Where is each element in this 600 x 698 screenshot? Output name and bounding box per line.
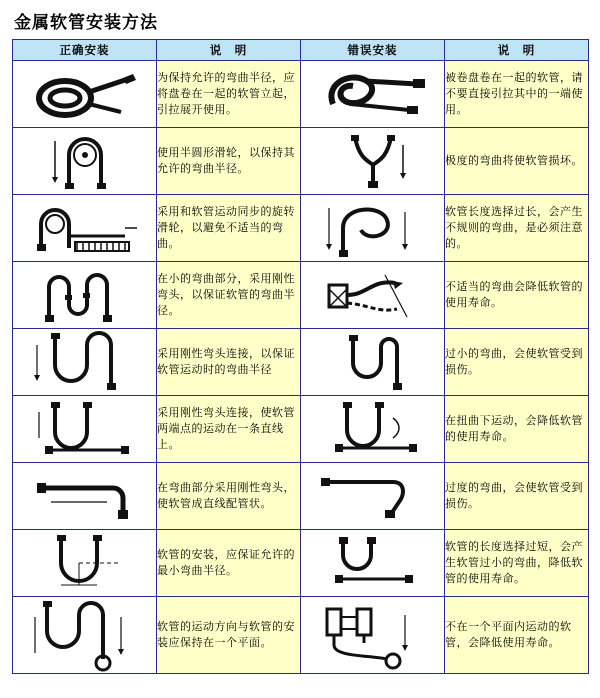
note-cell-wrong: 不在一个平面内运动的软管，会降低使用寿命。 (445, 597, 589, 674)
straight-pipe-elbow-icon (13, 468, 156, 524)
figure-cell-correct (13, 530, 157, 597)
improper-bend-icon (301, 265, 444, 325)
note-cell-wrong: 过小的弯曲，会使软管受到损伤。 (445, 329, 589, 396)
coiled-hose-pulled-icon (301, 64, 444, 124)
note-cell-wrong: 不适当的弯曲会降低软管的使用寿命。 (445, 262, 589, 329)
table-row (13, 463, 589, 530)
over-bend-icon (301, 468, 444, 524)
column-header-correct-note: 说 明 (157, 40, 301, 61)
short-length-bend-icon (301, 533, 444, 593)
too-small-bend-icon (301, 331, 444, 393)
note-cell-correct: 采用刚性弯头连接，以保证软管运动时的弯曲半径 (157, 329, 301, 396)
note-cell-correct: 采用和软管运动同步的旋转滑轮，以避免不适当的弯曲。 (157, 195, 301, 262)
note-cell-wrong: 软管的长度选择过短，会产生软管过小的弯曲，降低软管的使用寿命。 (445, 530, 589, 597)
coiled-hose-flat-icon (13, 64, 156, 124)
semicircular-sheave-icon (13, 131, 156, 191)
note-cell-wrong: 在扭曲下运动，会降低软管的使用寿命。 (445, 396, 589, 463)
figure-cell-wrong (301, 396, 445, 463)
table-row (13, 195, 589, 262)
figure-cell-correct (13, 262, 157, 329)
figure-cell-wrong (301, 463, 445, 530)
column-header-wrong-install: 错误安装 (301, 40, 445, 61)
rigid-elbow-connection-icon (13, 331, 156, 393)
figure-cell-wrong (301, 61, 445, 128)
table-row (13, 396, 589, 463)
figure-cell-correct (13, 396, 157, 463)
note-cell-correct: 为保持允许的弯曲半径，应将盘卷在一起的软管立起，引拉展开使用。 (157, 61, 301, 128)
rigid-elbow-straight-line-icon (13, 398, 156, 460)
note-cell-correct: 软管的安装，应保证允许的最小弯曲半径。 (157, 530, 301, 597)
table-row (13, 597, 589, 674)
figure-cell-wrong (301, 128, 445, 195)
note-cell-correct: 使用半圆形滑轮，以保持其允许的弯曲半径。 (157, 128, 301, 195)
figure-cell-correct (13, 128, 157, 195)
page-title: 金属软管安装方法 (14, 13, 158, 33)
note-cell-wrong: 极度的弯曲将使软管损坏。 (445, 128, 589, 195)
long-hose-loop-icon (301, 198, 444, 258)
note-cell-wrong: 软管长度选择过长，会产生不规则的弯曲，是必须注意的。 (445, 195, 589, 262)
note-cell-correct: 在弯曲部分采用刚性弯头，使软管成直线配管状。 (157, 463, 301, 530)
hose-installation-table (12, 39, 589, 674)
table-row (13, 329, 589, 396)
table-row (13, 262, 589, 329)
out-of-plane-motion-icon (301, 597, 444, 673)
table-row (13, 128, 589, 195)
u-bend-min-radius-icon (13, 533, 156, 593)
note-cell-wrong: 被卷盘卷在一起的软管，请不要直接引拉其中的一端使用。 (445, 61, 589, 128)
table-header-row (13, 40, 589, 61)
figure-cell-wrong (301, 530, 445, 597)
note-cell-wrong: 过度的弯曲，会使软管受到损伤。 (445, 463, 589, 530)
figure-cell-correct (13, 61, 157, 128)
rigid-bend-small-radius-icon (13, 265, 156, 325)
figure-cell-correct (13, 597, 157, 674)
figure-cell-wrong (301, 195, 445, 262)
figure-cell-wrong (301, 329, 445, 396)
same-plane-motion-icon (13, 597, 156, 673)
figure-cell-correct (13, 463, 157, 530)
figure-cell-correct (13, 195, 157, 262)
note-cell-correct: 软管的运动方向与软管的安装应保持在一个平面。 (157, 597, 301, 674)
note-cell-correct: 采用刚性弯头连接，使软管两端点的运动在一条直线上。 (157, 396, 301, 463)
figure-cell-wrong (301, 262, 445, 329)
figure-cell-wrong (301, 597, 445, 674)
sharp-bend-icon (301, 131, 444, 191)
rotating-sheave-chain-icon (13, 198, 156, 258)
column-header-wrong-note: 说 明 (445, 40, 589, 61)
column-header-correct-install: 正确安装 (13, 40, 157, 61)
torsion-motion-icon (301, 398, 444, 460)
figure-cell-correct (13, 329, 157, 396)
table-row (13, 530, 589, 597)
note-cell-correct: 在小的弯曲部分，采用刚性弯头，以保证软管的弯曲半径。 (157, 262, 301, 329)
table-row (13, 61, 589, 128)
